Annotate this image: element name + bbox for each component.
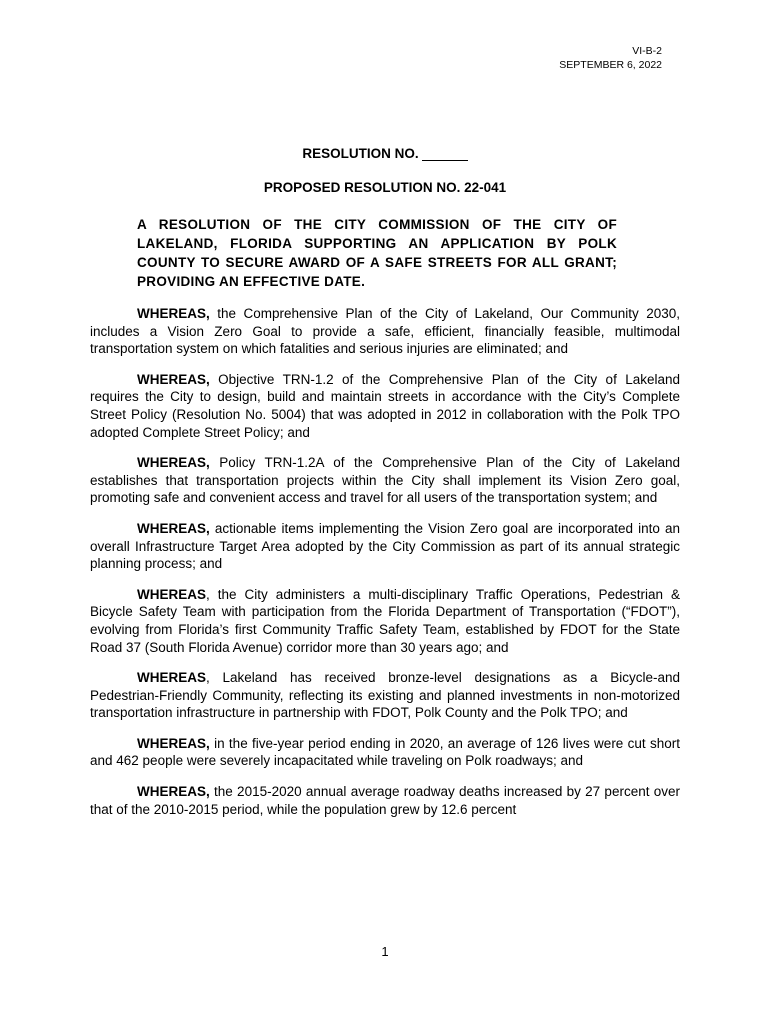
whereas-lead: WHEREAS, [137, 306, 210, 321]
paragraph-text: in the five-year period ending in 2020, an average of 126 lives were cut short and 462 people were severely incapacitated while traveling on Polk roadways; and [90, 735, 680, 769]
paragraph-text: , the City administers a multi-disciplinary Traffic Operations, Pedestrian & Bicycle Safety Team with participation from the Florida Department of Transportation (“FDOT”), evolving from Florida’s first Community Traffic Safety Team, established by FDOT for the State Road 37 (South Florida Avenue) corridor more than 30 years ago; and [90, 586, 680, 655]
header-date: SEPTEMBER 6, 2022 [559, 59, 662, 71]
proposed-resolution-title: PROPOSED RESOLUTION NO. 22-041 [263, 180, 507, 195]
whereas-paragraph [90, 454, 680, 507]
paragraph-text: Policy TRN-1.2A of the Comprehensive Plan of the City of Lakeland establishes that transportation projects within the City shall implement its Vision Zero goal, promoting safe and convenient access and travel for all users of the transportation system; and [90, 455, 680, 506]
whereas-paragraph [90, 669, 680, 722]
whereas-lead: WHEREAS [137, 586, 207, 602]
body-text [90, 305, 680, 831]
paragraph-text: Objective TRN-1.2 of the Comprehensive Plan of the City of Lakeland requires the City to design, build and maintain streets in accordance with the City’s Complete Street Policy (Resolution No. 5004) that was adopted in 2012 in collaboration with the Polk TPO adopted Complete Street Policy; and [90, 371, 680, 440]
whereas-lead: WHEREAS, [137, 735, 210, 751]
whereas-lead: WHEREAS, [137, 371, 210, 387]
whereas-lead: WHEREAS, [137, 520, 210, 536]
whereas-paragraph [90, 371, 680, 441]
paragraph-text: , Lakeland has received bronze-level designations as a Bicycle-and Pedestrian-Friendly Community, reflecting its existing and planned investments in non-motorized transportation infrastructure in partnership with FDOT, Polk County and the Polk TPO; and [90, 670, 680, 721]
whereas-paragraph [90, 783, 680, 818]
whereas-paragraph [90, 735, 680, 770]
paragraph-text: the 2015-2020 annual average roadway deaths increased by 27 percent over that of the 2010-2015 period, while the population grew by 12.6 percent [90, 784, 680, 817]
resolution-number-title [0, 146, 770, 161]
resolution-number-blank [422, 146, 468, 161]
header-agenda-code: VI-B-2 [632, 45, 662, 57]
whereas-paragraph [90, 586, 680, 656]
paragraph-text: the Comprehensive Plan of the City of Lakeland, Our Community 2030, includes a Vision Zero Goal to provide a safe, efficient, financially feasible, multimodal transportation system on which fatalities and serious injuries are eliminated; and [90, 306, 680, 357]
page-number: 1 [381, 944, 389, 959]
whereas-lead: WHEREAS, [137, 784, 210, 800]
whereas-lead: WHEREAS [137, 670, 207, 686]
resolution-caption: A RESOLUTION OF THE CITY COMMISSION OF THE CITY OF LAKELAND, FLORIDA SUPPORTING AN APPLICATION BY POLK COUNTY TO SECURE AWARD OF A SAFE STREETS FOR ALL GRANT; PROVIDING AN EFFECTIVE DATE. [137, 217, 617, 289]
whereas-lead: WHEREAS, [137, 455, 210, 471]
whereas-paragraph [90, 520, 680, 573]
whereas-paragraph [90, 305, 680, 358]
paragraph-text: actionable items implementing the Vision Zero goal are incorporated into an overall Infrastructure Target Area adopted by the City Commission as part of its annual strategic planning process; and [90, 520, 680, 572]
resolution-number-label: RESOLUTION NO. [302, 146, 419, 161]
